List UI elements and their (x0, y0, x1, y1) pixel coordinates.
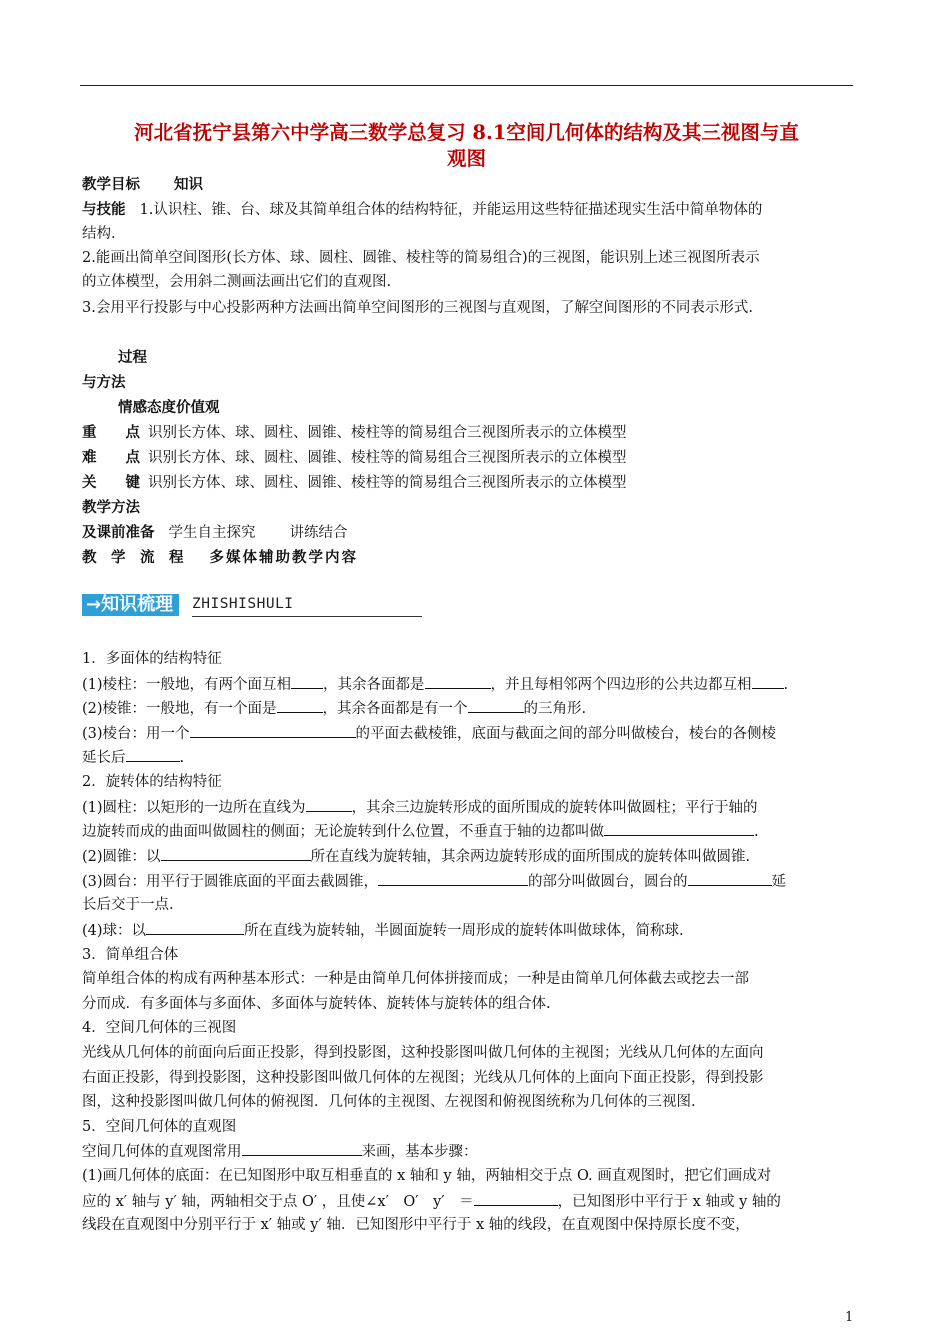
section-5-heading: 5．空间几何体的直观图 (82, 1119, 237, 1135)
section-2-line-c (82, 846, 750, 867)
text: . (179, 750, 185, 766)
goal-label: 教学目标 (82, 176, 140, 193)
page-number: 1 (845, 1310, 854, 1325)
text: (2)圆锥：以 (82, 849, 161, 865)
text: ，其余各面都是 (323, 677, 425, 693)
difficulty-text: 识别长方体、球、圆柱、圆锥、棱柱等的简易组合三视图所表示的立体模型 (148, 450, 627, 466)
goal-row-1 (82, 200, 762, 220)
crux-row (82, 473, 627, 493)
text: 边旋转而成的曲面叫做圆柱的侧面；无论旋转到什么位置，不垂直于轴的边都叫做 (82, 824, 604, 840)
banner-underline (192, 616, 422, 617)
crux-label: 关 键 (82, 474, 140, 491)
text: 空间几何体的直观图常用 (82, 1144, 242, 1160)
knowledge-banner (82, 594, 342, 618)
section-1-line-c (82, 723, 776, 744)
fill-blank (146, 920, 244, 935)
text: (3)圆台：用平行于圆锥底面的平面去截圆锥， (82, 874, 379, 890)
text: 的平面去截棱锥，底面与截面之间的部分叫做棱台，棱台的各侧棱 (355, 726, 777, 742)
section-3-heading: 3．简单组合体 (82, 947, 179, 963)
teaching-method-label: 教学方法 (82, 499, 140, 516)
title-line-2: 观图 (446, 147, 486, 170)
text: 应的 x′ 轴与 y′ 轴，两轴相交于点 O′ ，且使∠x′ O′ y′ ＝ (82, 1194, 474, 1210)
section-5-line-b: (1)画几何体的底面：在已知图形中取互相垂直的 x 轴和 y 轴，两轴相交于点 O. 画直观图时，把它们画成对 (82, 1168, 772, 1184)
flow-row (82, 548, 358, 568)
prep-text-2: 讲练结合 (289, 525, 348, 541)
fill-blank (604, 821, 754, 836)
key-point-text: 识别长方体、球、圆柱、圆锥、棱柱等的简易组合三视图所表示的立体模型 (148, 425, 627, 441)
goal-row-3: 2.能画出简单空间图形(长方体、球、圆柱、圆锥、棱柱等的简易组合)的三视图，能识别上述三视图所表示 (82, 250, 760, 266)
emotion-label: 情感态度价值观 (118, 399, 220, 416)
section-3-line-b: 分而成．有多面体与多面体、多面体与旋转体、旋转体与旋转体的组合体. (82, 996, 551, 1012)
goal-row-5: 3.会用平行投影与中心投影两种方法画出简单空间图形的三视图与直观图，了解空间图形的不同表示形式. (82, 300, 753, 316)
section-5-line-c (82, 1191, 781, 1212)
fill-blank (752, 674, 784, 689)
section-2-line-f (82, 920, 684, 941)
fill-blank (474, 1191, 558, 1206)
text: (4)球：以 (82, 923, 147, 939)
fill-blank (425, 674, 491, 689)
skill-label: 与技能 (82, 201, 126, 218)
text: ，并且每相邻两个四边形的公共边都互相 (490, 677, 752, 693)
flow-label: 教 学 流 程 (82, 549, 184, 566)
section-2-line-b (82, 821, 759, 842)
text: ，已知图形中平行于 x 轴或 y 轴的 (557, 1194, 781, 1210)
text: 延 (771, 874, 787, 890)
fill-blank (161, 846, 311, 861)
section-4-line-c: 图，这种投影图叫做几何体的俯视图．几何体的主视图、左视图和俯视图统称为几何体的三视图. (82, 1094, 696, 1110)
text: 来画，基本步骤： (361, 1144, 478, 1160)
section-2-line-e: 长后交于一点. (82, 897, 174, 913)
section-1-line-b (82, 698, 586, 719)
text: . (754, 824, 759, 840)
text: (1)圆柱：以矩形的一边所在直线为 (82, 800, 306, 816)
fill-blank (126, 747, 180, 762)
fill-blank (190, 723, 356, 738)
fill-blank (378, 871, 528, 886)
top-rule (80, 85, 853, 86)
fill-blank (242, 1141, 362, 1156)
section-5-line-a (82, 1141, 478, 1162)
fill-blank (277, 698, 323, 713)
section-1-heading: 1．多面体的结构特征 (82, 651, 222, 667)
prep-row (82, 523, 348, 543)
fill-blank (291, 674, 323, 689)
text: 所在直线为旋转轴，半圆面旋转一周形成的旋转体叫做球体，简称球. (244, 923, 684, 939)
section-4-heading: 4．空间几何体的三视图 (82, 1020, 237, 1036)
text: (3)棱台：用一个 (82, 726, 190, 742)
text: ，其余各面都是有一个 (322, 701, 468, 717)
fill-blank (306, 797, 352, 812)
prep-label: 及课前准备 (82, 524, 155, 541)
page-title (80, 120, 853, 172)
fill-blank (688, 871, 772, 886)
key-point-row (82, 423, 627, 443)
goal-row-2: 结构. (82, 226, 116, 242)
difficulty-row (82, 448, 627, 468)
section-4-line-a: 光线从几何体的前面向后面正投影，得到投影图，这种投影图叫做几何体的主视图；光线从几何体的左面向 (82, 1045, 764, 1061)
difficulty-label: 难 点 (82, 449, 140, 466)
key-point-label: 重 点 (82, 424, 140, 441)
fill-blank (468, 698, 524, 713)
section-2-line-d (82, 871, 786, 892)
text: 所在直线为旋转轴，其余两边旋转形成的面所围成的旋转体叫做圆锥. (310, 849, 751, 865)
process-label: 过程 (118, 349, 147, 366)
goal-label-row (82, 175, 203, 195)
section-5-line-d: 线段在直观图中分别平行于 x′ 轴或 y′ 轴．已知图形中平行于 x 轴的线段，在直观图中保持原长度不变， (82, 1217, 750, 1233)
goal-text-1: 1.认识柱、锥、台、球及其简单组合体的结构特征，并能运用这些特征描述现实生活中简单物体的 (139, 202, 763, 218)
section-1-line-d (82, 747, 184, 768)
flow-text: 多媒体辅助教学内容 (209, 549, 358, 566)
text: ，其余三边旋转形成的面所围成的旋转体叫做圆柱；平行于轴的 (351, 800, 758, 816)
text: . (783, 677, 789, 693)
prep-text-1: 学生自主探究 (168, 525, 256, 541)
section-1-line-a (82, 674, 788, 695)
knowledge-label: 知识 (174, 176, 203, 193)
section-4-line-b: 右面正投影，得到投影图，这种投影图叫做几何体的左视图；光线从几何体的上面向下面正投影，得到投影 (82, 1070, 764, 1086)
method-label: 与方法 (82, 374, 126, 391)
crux-text: 识别长方体、球、圆柱、圆锥、棱柱等的简易组合三视图所表示的立体模型 (148, 475, 627, 491)
goal-row-4: 的立体模型，会用斜二测画法画出它们的直观图. (82, 274, 392, 290)
section-2-line-a (82, 797, 758, 818)
text: 的三角形. (523, 701, 587, 717)
text: 延长后 (82, 750, 126, 766)
banner-title: →知识梳理 (82, 594, 179, 616)
section-2-heading: 2．旋转体的结构特征 (82, 774, 222, 790)
text: (1)棱柱：一般地，有两个面互相 (82, 677, 292, 693)
banner-subtitle: ZHISHISHULI (192, 596, 294, 612)
text: 的部分叫做圆台，圆台的 (528, 874, 688, 890)
text: (2)棱锥：一般地，有一个面是 (82, 701, 277, 717)
title-line-1: 河北省抚宁县第六中学高三数学总复习 8.1空间几何体的结构及其三视图与直 (134, 121, 799, 144)
section-3-line-a: 简单组合体的构成有两种基本形式：一种是由简单几何体拼接而成；一种是由简单几何体截去或挖去一部 (82, 971, 749, 987)
